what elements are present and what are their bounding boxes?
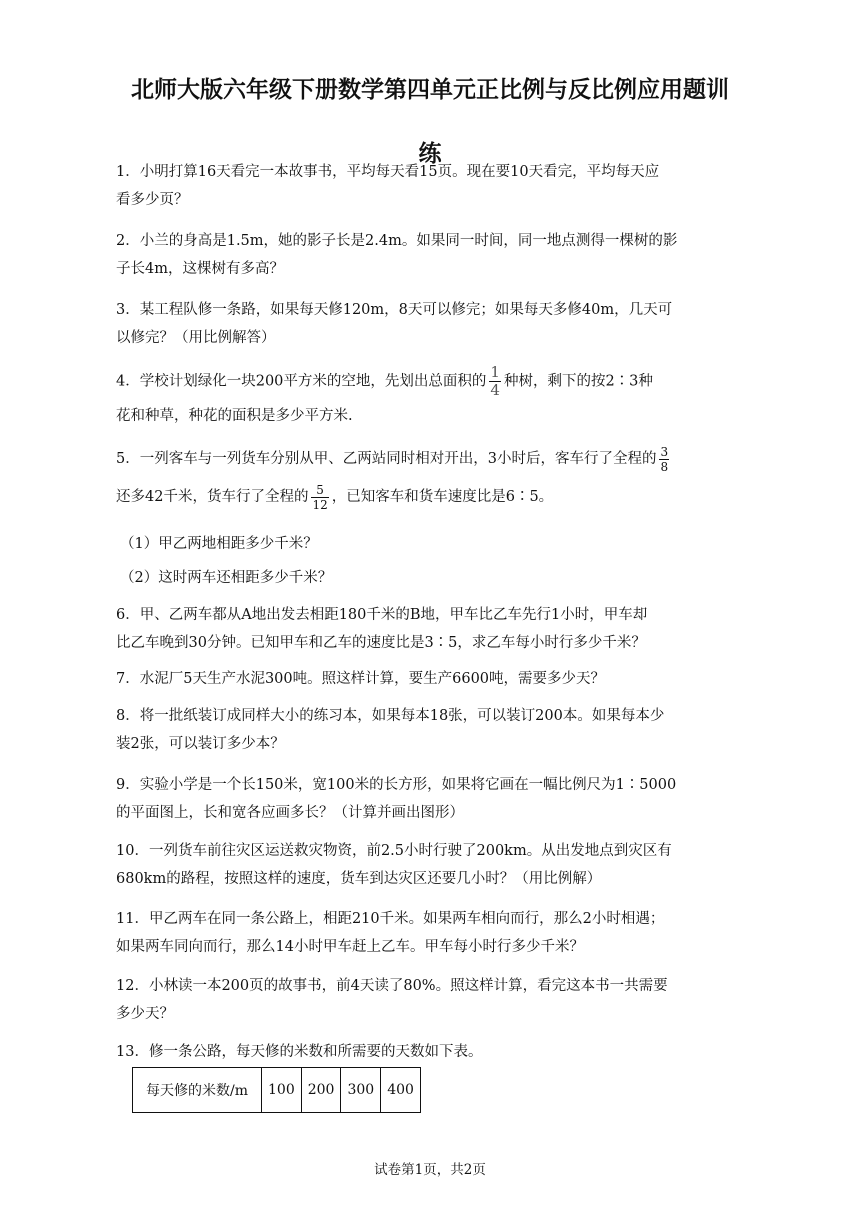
fraction-five-twelfths: $\frac{5}{12}$ (312, 482, 328, 512)
question-4: 4．学校计划绿化一块200平方米的空地，先划出总面积的 $\frac{1}{4}$ 种树，剩下的按2∶3种 花和种草，种花的面积是多少平方米. (116, 363, 653, 424)
question-3: 3．某工程队修一条路，如果每天修120m，8天可以修完；如果每天多修40m，几天可 以修完？（用比例解答） (116, 302, 673, 346)
table-cell: 100 (262, 1068, 302, 1113)
table-header-cell: 每天修的米数/m (133, 1068, 262, 1113)
question-8: 8．将一批纸装订成同样大小的练习本，如果每本18张，可以装订200本。如果每本少 装2张，可以装订多少本？ (116, 708, 665, 752)
question-5: 5．一列客车与一列货车分别从甲、乙两站同时相对开出，3小时后，客车行了全程的 $\frac{3}{8}$ 还多42千米，货车行了全程的 $\frac{5}{12}$ ，已知客车和货车速度比是6∶5。 (116, 444, 669, 512)
question-7: 7．水泥厂5天生产水泥300吨。照这样计算，要生产6600吨，需要多少天？ (116, 671, 606, 687)
question-6: 6．甲、乙两车都从A地出发去相距180千米的B地，甲车比乙车先行1小时，甲车却 比乙车晚到30分钟。已知甲车和乙车的速度比是3∶5，求乙车每小时行多少千米？ (116, 607, 648, 651)
table-cell: 200 (301, 1068, 341, 1113)
question-12: 12．小林读一本200页的故事书，前4天读了80%。照这样计算，看完这本书一共需要 多少天？ (116, 978, 668, 1022)
fraction-three-eighths: $\frac{3}{8}$ (660, 444, 669, 474)
question-5-sub-2: （2）这时两车还相距多少千米？ (120, 570, 333, 586)
page-footer: 试卷第1页，共2页 (374, 1162, 486, 1178)
fraction-one-quarter: $\frac{1}{4}$ (490, 363, 500, 399)
question-2: 2．小兰的身高是1.5m，她的影子长是2.4m。如果同一时间，同一地点测得一棵树的影 子长4m，这棵树有多高？ (116, 233, 678, 277)
road-table (132, 1067, 421, 1113)
table-cell: 400 (381, 1068, 421, 1113)
question-5-sub-1: （1）甲乙两地相距多少千米？ (120, 536, 318, 552)
question-9: 9．实验小学是一个长150米，宽100米的长方形，如果将它画在一幅比例尺为1∶5000 的平面图上，长和宽各应画多长？（计算并画出图形） (116, 777, 677, 821)
question-5-sub (120, 530, 740, 592)
question-1: 1．小明打算16天看完一本故事书，平均每天看15页。现在要10天看完，平均每天应 看多少页？ (116, 164, 660, 208)
question-10: 10．一列货车前往灾区运送救灾物资，前2.5小时行驶了200km。从出发地点到灾区有 680km的路程，按照这样的速度，货车到达灾区还要几小时？（用比例解） (116, 843, 672, 887)
table-cell: 300 (341, 1068, 381, 1113)
question-11: 11．甲乙两车在同一条公路上，相距210千米。如果两车相向而行，那么2小时相遇； 如果两车同向而行，那么14小时甲车赶上乙车。甲车每小时行多少千米？ (116, 911, 665, 955)
table-row (133, 1068, 421, 1113)
title-line-2: 练 (418, 140, 442, 167)
question-13: 13．修一条公路，每天修的米数和所需要的天数如下表。 (116, 1044, 483, 1060)
title-line-1: 北师大版六年级下册数学第四单元正比例与反比例应用题训 (131, 76, 729, 103)
